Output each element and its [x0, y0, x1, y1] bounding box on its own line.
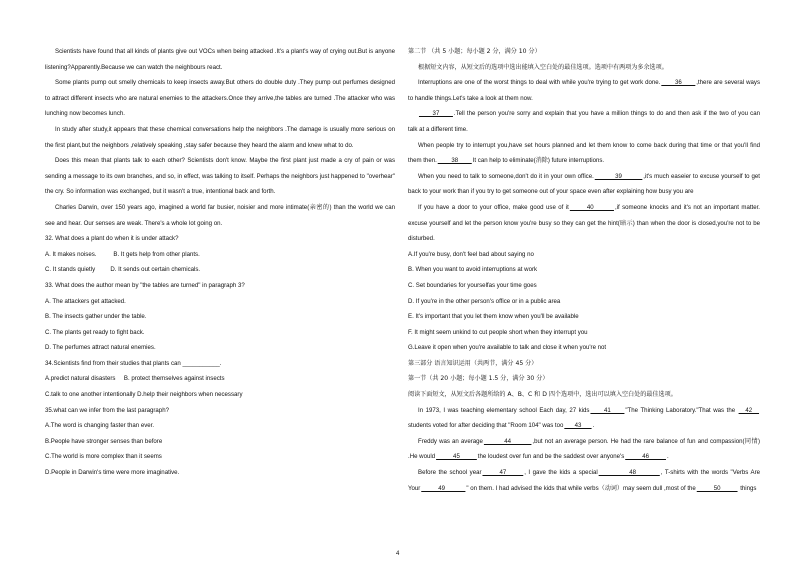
passage-paragraph-1: Scientists have found that all kinds of plants give out VOCs when being attacked .It's a plant's way of crying out.But is anyone listening?Apparently.Because we can watch the neighbours react. — [45, 48, 395, 71]
gap-paragraph-4: When you need to talk to someone,don't do it in your own office.______39______,it's much easeier to excuse yourself to get back to your work than if you try to get someone out of your space even after explaining how busy you are — [408, 172, 760, 196]
option-d: D. If you're in the other person's office or in a public area — [408, 297, 561, 305]
gap-paragraph-1: Interruptions are one of the worst things to deal with while you're trying to get work done.____36____,there are several ways to handle things.Let's take a look at them now. — [408, 79, 760, 102]
blank-37: ____37____ — [419, 110, 453, 118]
option-f: F. It might seem unkind to cut people short when they interrupt you — [408, 328, 588, 336]
gap-paragraph-3: When people try to interrupt you,have set hours planned and let them know to come back during that time or that you'll find them then.____38____It can help to eliminate(消除) future interruptions. — [408, 141, 760, 165]
cloze-paragraph-2: Freddy was an average______44______,but not an average person. He had the rare balance of fun and compassion(同情) .He would_____45_____the loudest over fun and be the saddest over anyone's_____46_____. — [408, 437, 760, 461]
page-number: 4 — [396, 551, 400, 557]
right-column — [408, 44, 760, 496]
blank-47: _____47_____ — [482, 469, 524, 477]
question-33-option-c: C. The plants get ready to fight back. — [45, 328, 145, 336]
blank-45: _____45_____ — [436, 453, 477, 461]
question-33-option-d: D. The perfumes attract natural enemies. — [45, 344, 156, 352]
blank-38: ____38____ — [437, 157, 472, 165]
option-b: B. When you want to avoid interruptions at work — [408, 266, 538, 274]
question-32-options-ab: A. It makes noises. B. It gets help from other plants. — [45, 250, 200, 258]
question-33: 33. What does the author mean by "the tables are turned" in paragraph 3? — [45, 281, 245, 289]
question-35-option-c: C.The world is more complex than it seems — [45, 453, 162, 461]
cloze-paragraph-3: Before the school year_____47_____, I gave the kids a special_________48_______, T-shirts with the words "Verbs Are Your_____49______" on them. I had advised the kids that while verbs（动词）may seem dull ,most of the_____50_____ things — [408, 469, 760, 492]
section-2-instructions: 根据短文内容，从短文后的选项中选出能填入空白处的最佳选项。选项中有两项为多余选项。 — [418, 63, 668, 71]
question-33-option-b: B. The insects gather under the table. — [45, 313, 147, 321]
passage-paragraph-4: Does this mean that plants talk to each other? Scientists don't know. Maybe the first plant just made a cry of pain or was sending a message to its own branches, and so, in effect, was talking to itself. Perhaps the neighbors just happened to "overhear" the cry. So information was exchanged, but it wasn't a true, intentional back and forth. — [45, 157, 395, 196]
cloze-paragraph-1: In 1973, I was teaching elementary school Each day, 27 kids____41____"The Thinking Laboratory."That was the __42__ students voted for after deciding that "Room 104" was too___43___. — [408, 406, 759, 430]
blank-44: ______44______ — [483, 437, 532, 445]
question-33-option-a: A. The attackers get attacked. — [45, 297, 126, 305]
blank-40: _____40______ — [569, 203, 614, 211]
blank-42: __42__ — [738, 406, 759, 414]
blank-49: _____49______ — [421, 484, 466, 492]
blank-50: _____50_____ — [696, 484, 738, 492]
question-35-option-d: D.People in Darwin's time were more imaginative. — [45, 469, 180, 477]
section-1-instructions: 阅读下面短文，从短文后各题所给的 A、B、C 和 D 四个选项中，选出可以填入空白处的最佳选项。 — [408, 391, 677, 399]
question-34: 34.Scientists find from their studies that plants can ___________. — [45, 359, 222, 367]
gap-paragraph-2: ____37____.Tell the person you're sorry and explain that you have a million things to do and then ask if the two of you can talk at a different time. — [408, 110, 760, 133]
question-34-options-ab: A.predict natural disasters B. protect themselves against insects — [45, 375, 225, 383]
question-32: 32. What does a plant do when it is under attack? — [45, 235, 179, 243]
passage-paragraph-2: Some plants pump out smelly chemicals to keep insects away.But others do double duty .They pump out perfumes designed to attract different insects who are natural enemies to the attackers.Once they arrive,the tables are turned .The attacker who was lunching now becomes lunch. — [45, 79, 395, 118]
question-35: 35.what can we infer from the last paragraph? — [45, 406, 169, 414]
gap-paragraph-5: If you have a door to your office, make good use of it_____40______,if someone knocks and it's not an important matter. excuse yourself and let the person know you're busy so they can get the hint(暗示) than when the door is closed,you're not to be disturbed. — [408, 203, 760, 243]
blank-48: _________48_______ — [598, 469, 660, 477]
option-a: A.If you're busy, don't feel bad about saying no — [408, 250, 534, 258]
question-34-options-cd: C.talk to one another intentionally D.help their neighbors when necessary — [45, 391, 243, 399]
blank-41: ____41____ — [590, 406, 625, 414]
part-3-title: 第三部分 语言知识运用（共两节，满分 45 分） — [408, 359, 538, 367]
question-32-options-cd: C. It stands quietly D. It sends out certain chemicals. — [45, 266, 201, 274]
option-c: C. Set boundaries for yourselfas your time goes — [408, 281, 537, 289]
question-35-option-b: B.People have stronger senses than before — [45, 437, 163, 445]
blank-39: ______39______ — [594, 172, 643, 180]
blank-43: ___43___ — [564, 422, 592, 430]
question-35-option-a: A.The word is changing faster than ever. — [45, 422, 155, 430]
option-g: G.Leave it open when you're available to talk and close it when you're not — [408, 344, 607, 352]
section-1-title: 第一节（共 20 小题；每小题 1.5 分，满分 30 分） — [408, 375, 549, 383]
passage-paragraph-5: Charles Darwin, over 150 years ago, imagined a world far busier, noisier and more intimate(亲密的) than the world we can see and hear. Our senses are weak. There's a whole lot going on. — [45, 203, 395, 227]
blank-36: ____36____ — [661, 79, 696, 87]
blank-46: _____46_____ — [625, 453, 666, 461]
left-column — [45, 44, 395, 481]
passage-paragraph-3: In study after study,it appears that these chemical conversations help the neighbors .The damage is usually more serious on the first plant,but the neighbors ,relatively speaking ,stay safer because they heard the alarm and knew what to do. — [45, 125, 395, 149]
option-e: E. It's important that you let them know when you'll be available — [408, 313, 579, 321]
section-2-title: 第二节 （共 5 小题；每小题 2 分，满分 10 分） — [408, 48, 541, 55]
